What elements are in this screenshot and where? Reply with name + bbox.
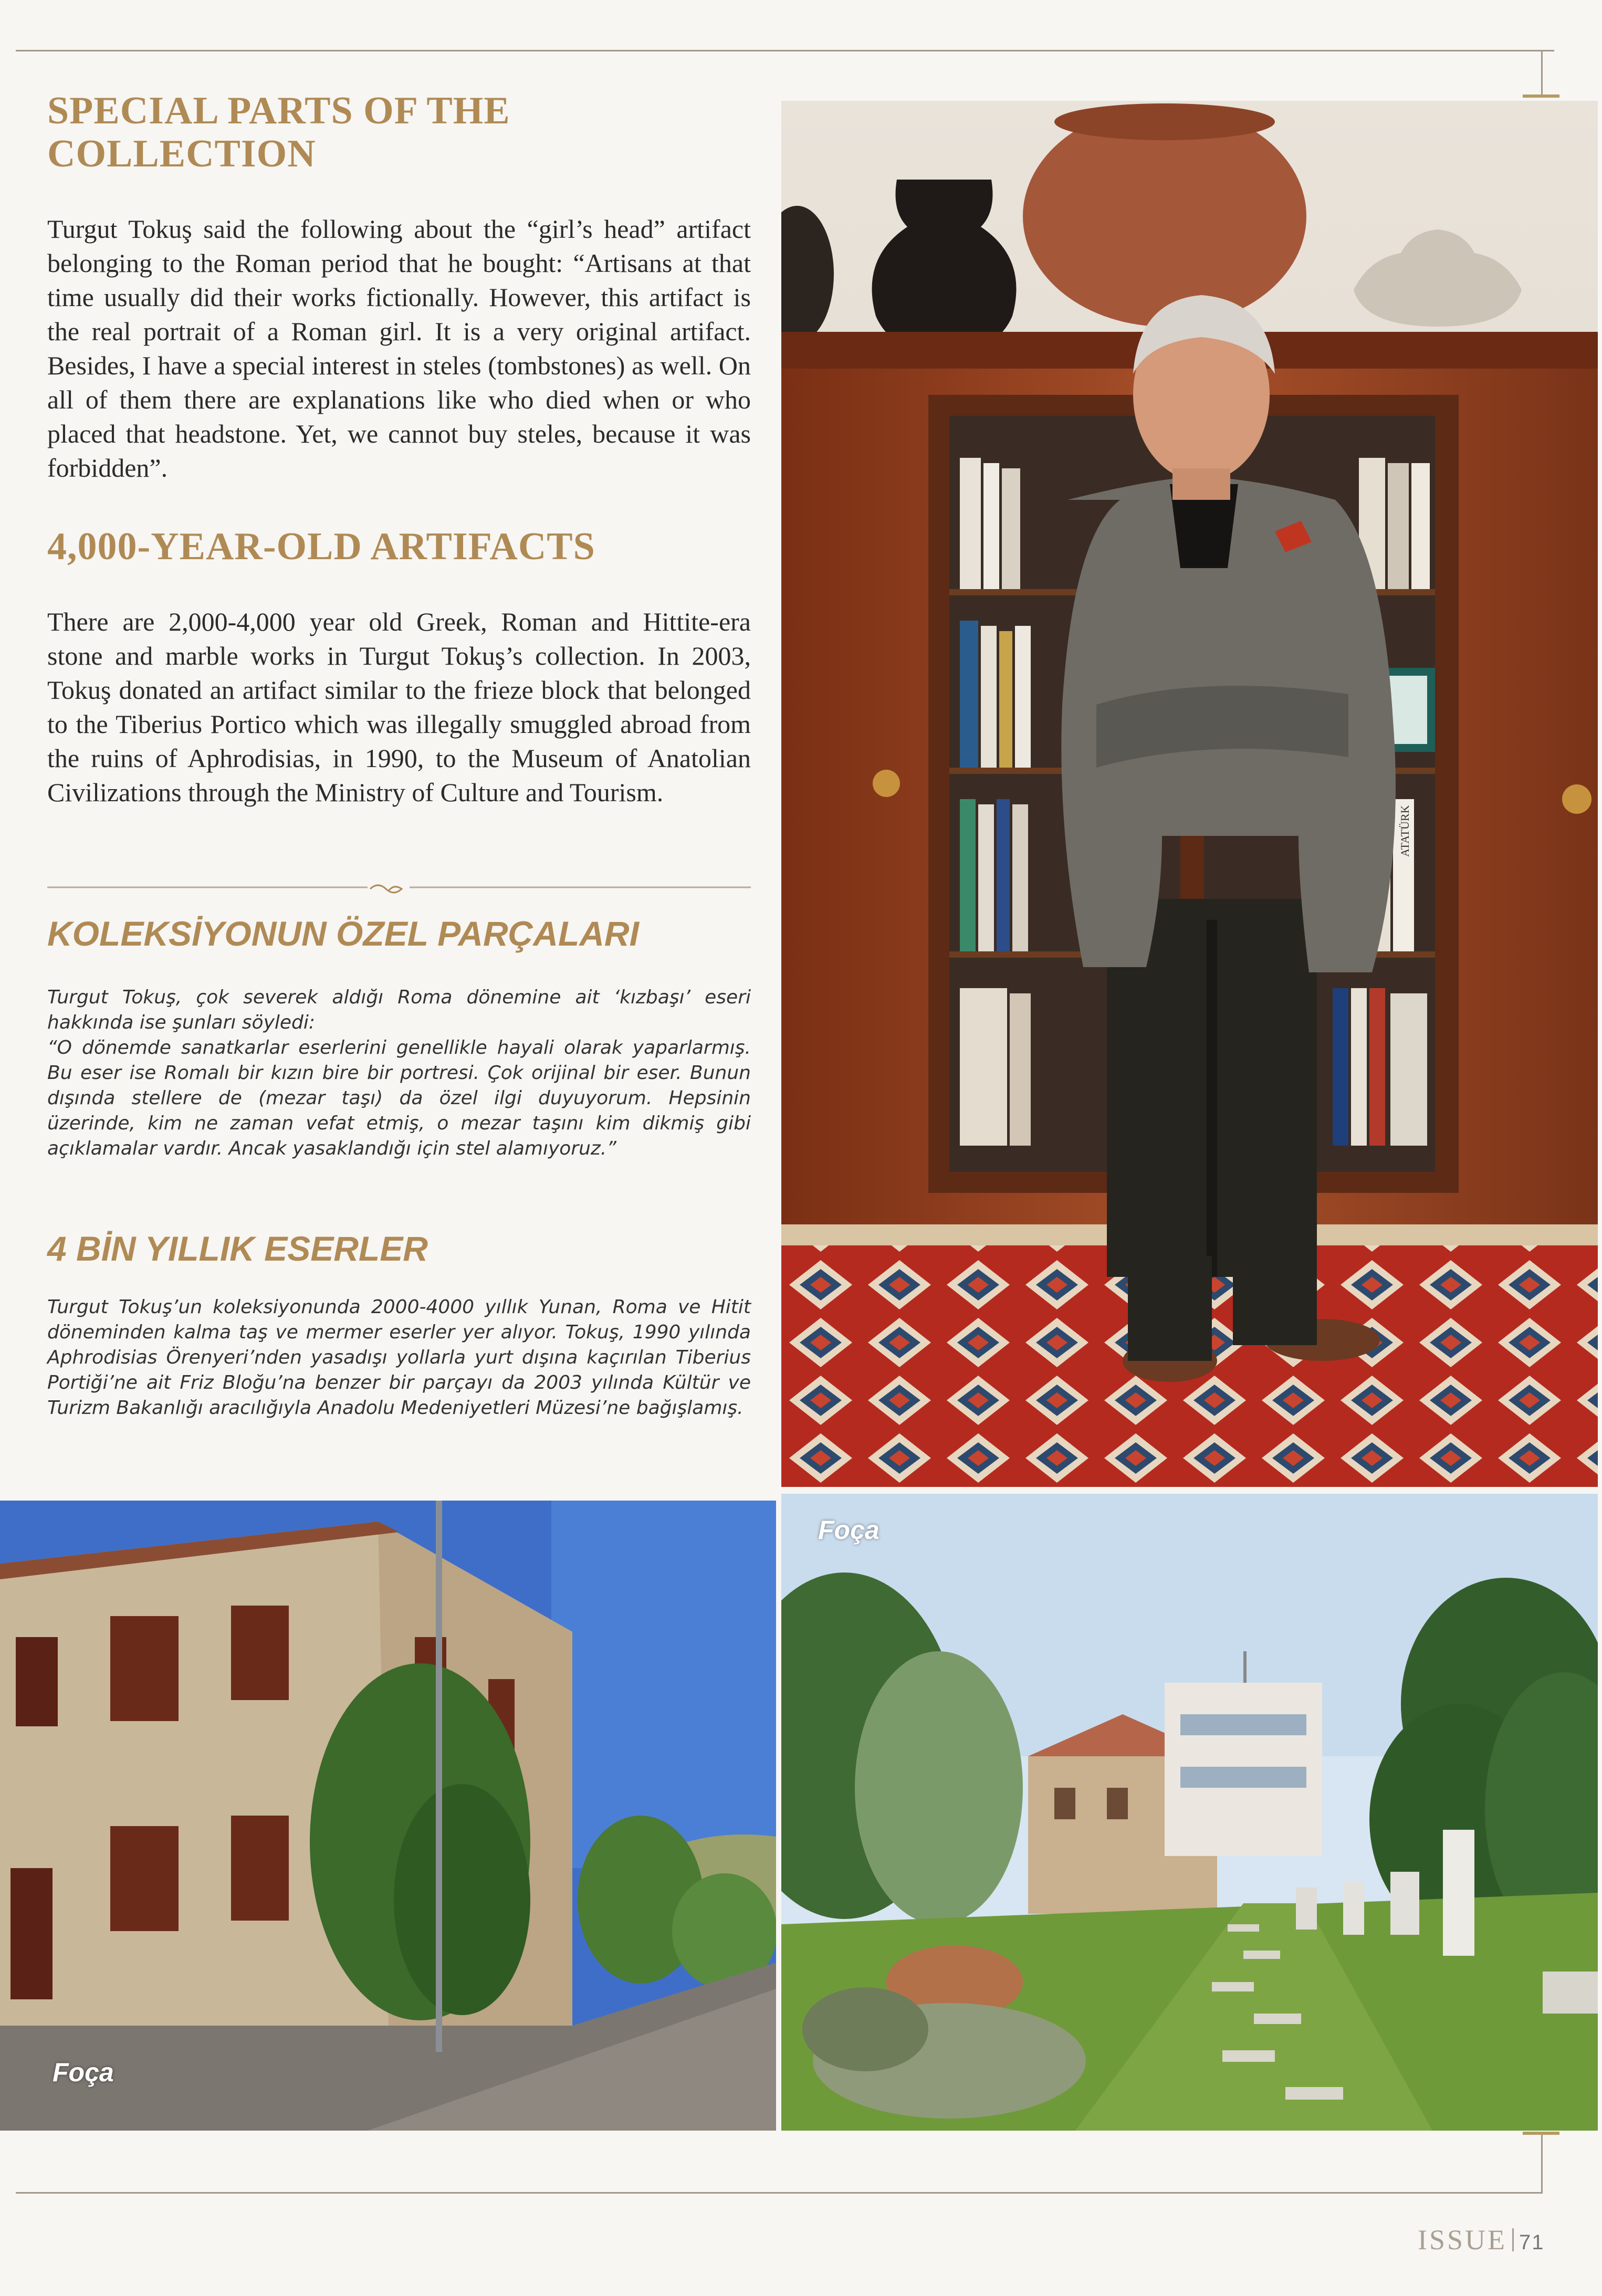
en-special-heading-line1: SPECIAL PARTS OF THE [47, 89, 510, 132]
street-photo-caption: Foça [53, 2058, 114, 2087]
tr-artifacts-body: Turgut Tokuş’un koleksiyonunda 2000-4000 yıllık Yunan, Roma ve Hitit döneminden kalma taş ve mermer eserler yer alıyor. Tokuş, 1990 yılında Aphrodisias Örenyeri’nden yasadışı yollarla yurt dışına kaçırılan Tiberius Portiği’ne ait Friz Bloğu’na benzer bir parçayı da 2003 yılında Kültür ve Turizm Bakanlığı aracılığıyla Anadolu Medeniyetleri Müzesi’ne bağışlamış. [47, 1296, 751, 1419]
street-photo [0, 1501, 776, 2131]
shelf-book-label: ATATÜRK [1398, 805, 1411, 857]
en-special-section [47, 89, 751, 485]
page-frame-bottom-rule [16, 2192, 1543, 2194]
garden-photo-caption: Foça [818, 1515, 879, 1545]
tr-special-quote: “O dönemde sanatkarlar eserlerini genellikle hayali olarak yaparlarmış. Bu eser ise Romalı bir kızın bire bir portresi. Çok orijinal bir eser. Bunun dışında stellere de (mezar taşı) da özel ilgi duyuyorum. Hepsinin üzerinde, kim ne zaman vefat etmiş, o mezar taşını kim dikmiş gibi açıklamalar vardır. Ancak yasaklandığı için stel alamıyoruz.” [47, 1037, 751, 1159]
en-artifacts-section [47, 525, 751, 810]
en-special-heading-line2: COLLECTION [47, 132, 316, 175]
page-frame-right-rule-top [1541, 50, 1543, 97]
en-special-heading [47, 89, 751, 175]
page-frame-top-rule [16, 50, 1554, 51]
page-frame-right-rule-bottom [1541, 2132, 1543, 2192]
tr-special-intro: Turgut Tokuş, çok severek aldığı Roma dönemine ait ‘kızbaşı’ eseri hakkında ise şunları söyledi: [47, 987, 751, 1033]
en-special-body: Turgut Tokuş said the following about the “girl’s head” artifact belonging to the Roman period that he bought: “Artisans at that time usually did their works fictionally. However, this artifact is the real portrait of a Roman girl. It is a very original artifact. Besides, I have a special interest in steles (tombstones) as well. On all of them there are explanations like who died when or who placed that headstone. Yet, we cannot buy steles, because it was forbidden”. [47, 214, 751, 483]
tr-special-heading: KOLEKSİYONUN ÖZEL PARÇALARI [47, 914, 639, 953]
folio-magazine-name: ISSUE [1418, 2224, 1507, 2256]
en-artifacts-body: There are 2,000-4,000 year old Greek, Roman and Hittite-era stone and marble works in Turgut Tokuş’s collection. In 2003, Tokuş donated an artifact similar to the frieze block that belonged to the Tiberius Portico which was illegally smuggled abroad from the ruins of Aphrodisias, in 1990, to the Museum of Anatolian Civilizations through the Ministry of Culture and Tourism. [47, 607, 751, 807]
garden-photo [781, 1494, 1598, 2131]
page-frame-accent-top [1523, 95, 1559, 98]
tr-artifacts-heading: 4 BİN YILLIK ESERLER [47, 1229, 428, 1268]
folio-separator [1512, 2228, 1514, 2251]
portrait-photo [781, 101, 1598, 1487]
page-frame-accent-bottom [1523, 2132, 1559, 2135]
page-folio [1418, 2224, 1545, 2256]
ornament-divider [47, 879, 751, 895]
en-artifacts-heading: 4,000-YEAR-OLD ARTIFACTS [47, 525, 595, 568]
tr-artifacts-section [47, 1229, 751, 1421]
tr-special-section [47, 914, 751, 1161]
folio-page-number: 71 [1519, 2231, 1545, 2254]
